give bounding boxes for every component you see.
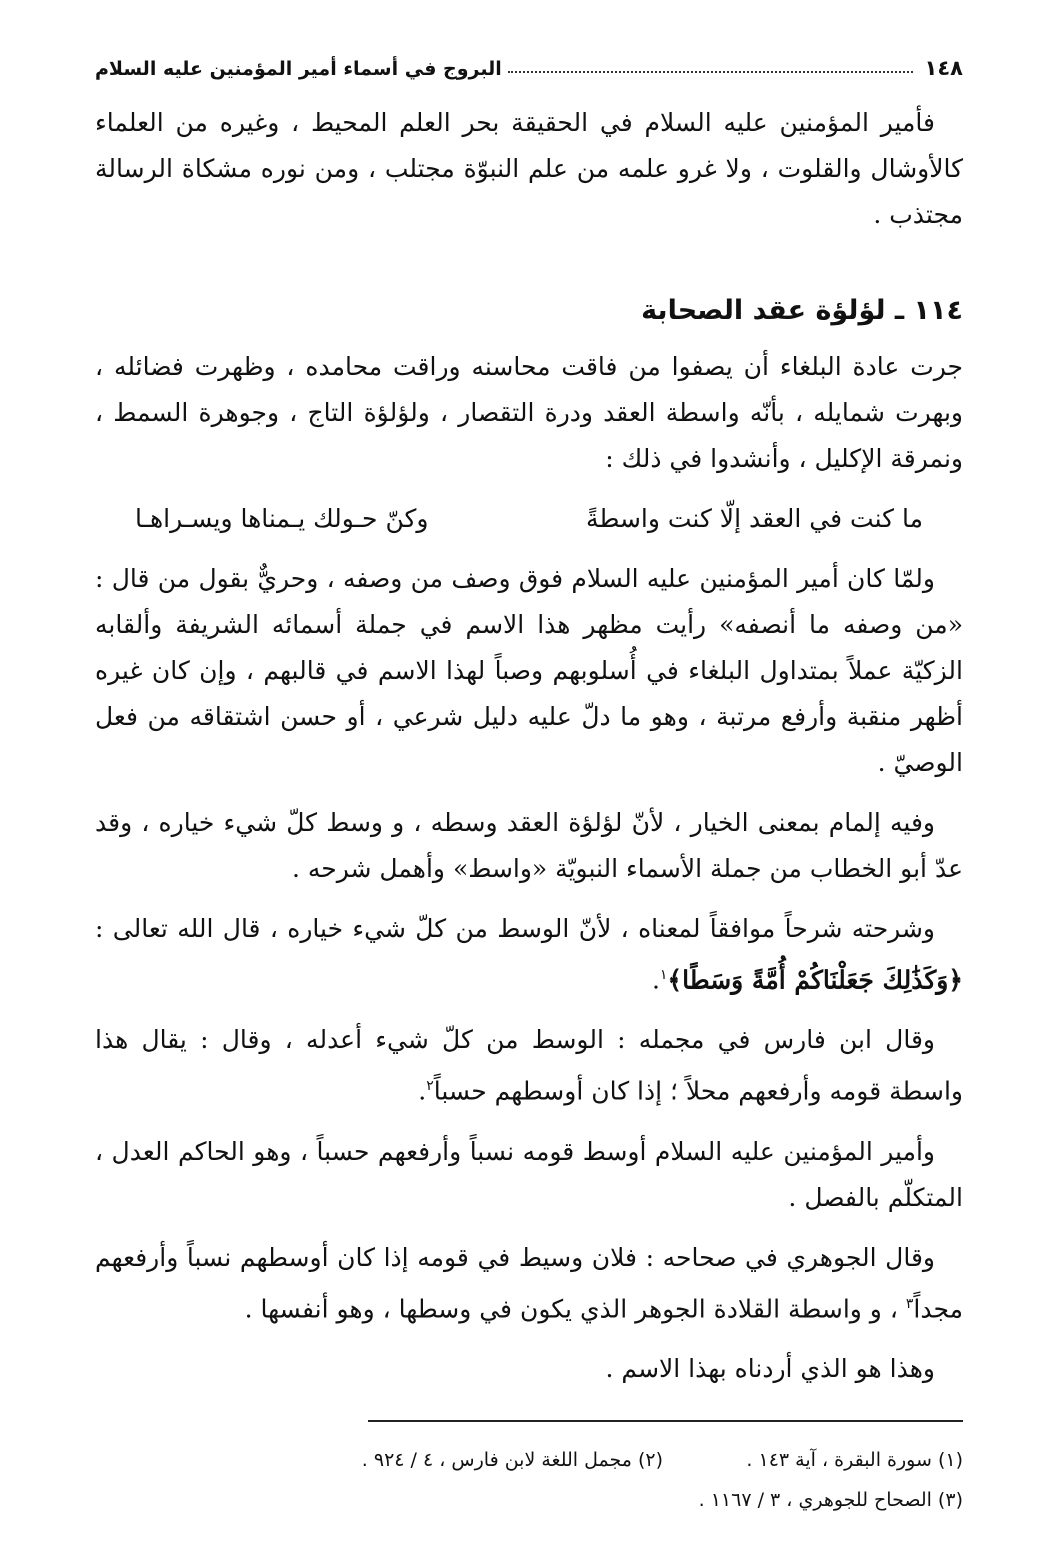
paragraph-5: وشرحته شرحاً موافقاً لمعناه ، لأنّ الوسط من كلّ شيء خياره ، قال الله تعالى : ﴿وَكَذَٰلِكَ جَعَلْنَاكُمْ أُمَّةً وَسَطًا﴾$^١$. <box>95 914 963 995</box>
paragraph-5-text: وشرحته شرحاً موافقاً لمعناه ، لأنّ الوسط من كلّ شيء خياره ، قال الله تعالى : <box>95 914 935 943</box>
footnote-divider <box>368 1420 963 1422</box>
footnote-ref-1: ١ <box>659 967 668 983</box>
paragraph-6-text: وقال ابن فارس في مجمله : الوسط من كلّ شيء أعدله ، وقال : يقال هذا واسطة قومه وأرفعهم محلاً ؛ إذا كان أوسطهم حسباً <box>95 1025 963 1106</box>
footnote-1: (١) سورة البقرة ، آية ١٤٣ . <box>746 1449 963 1471</box>
paragraph-8 <box>95 1235 963 1332</box>
footnotes <box>95 1440 963 1520</box>
main-text <box>95 100 963 1406</box>
poetry-verse <box>95 496 963 542</box>
verse-second-hemistich: وكنّ حـولك يـمناها ويسـراهـا <box>135 504 429 533</box>
footnote-ref-3: ٣ <box>905 1295 914 1312</box>
paragraph-3: ولمّا كان أمير المؤمنين عليه السلام فوق وصف من وصفه ، وحريٌّ بقول من قال : «من وصفه ما أنصفه» رأيت مظهر هذا الاسم في جملة أسمائه الشريفة وألقابه الزكيّة عملاً بمتداول البلغاء في أُسلوبهم وصباً لهذا الاسم في قالبهم ، وإن كان غيره أظهر منقبة وأرفع مرتبة ، وهو ما دلّ عليه دليل شرعي ، أو حسن اشتقاقه من فعل الوصيّ . <box>95 564 963 777</box>
verse-first-hemistich: ما كنت في العقد إلّا كنت واسطةً <box>586 504 923 533</box>
running-header <box>95 40 963 80</box>
footnote-ref-2: ٢ <box>426 1078 434 1095</box>
footnote-2: (٢) مجمل اللغة لابن فارس ، ٤ / ٩٢٤ . <box>361 1449 663 1471</box>
paragraph-7: وأمير المؤمنين عليه السلام أوسط قومه نسباً وأرفعهم حسباً ، وهو الحاكم العدل ، المتكلّم بالفصل . <box>95 1136 963 1212</box>
footnote-row-2 <box>95 1480 963 1520</box>
paragraph-8-text-b: ، و واسطة القلادة الجوهر الذي يكون في وسطها ، وهو أنفسها . <box>244 1293 898 1323</box>
header-leader-dots <box>508 70 913 73</box>
paragraph-6: وقال ابن فارس في مجمله : الوسط من كلّ شيء أعدله ، وقال : يقال هذا واسطة قومه وأرفعهم محلاً ؛ إذا كان أوسطهم حسباً$^٢$. <box>95 1025 963 1106</box>
paragraph-9: وهذا هو الذي أردناه بهذا الاسم . <box>605 1353 935 1383</box>
section-heading: ١١٤ ـ لؤلؤة عقد الصحابة <box>641 295 963 326</box>
book-title: البروج في أسماء أمير المؤمنين عليه السلام <box>95 58 502 80</box>
paragraph-4: وفيه إلمام بمعنى الخيار ، لأنّ لؤلؤة العقد وسطه ، و وسط كلّ شيء خياره ، وقد عدّ أبو الخطاب من جملة الأسماء النبويّة «واسط» وأهمل شرحه . <box>95 808 963 883</box>
quran-quote: ﴿وَكَذَٰلِكَ جَعَلْنَاكُمْ أُمَّةً وَسَطًا﴾ <box>667 965 963 995</box>
paragraph-8-text-a: وقال الجوهري في صحاحه : فلان وسيط في قومه إذا كان أوسطهم نسباً وأرفعهم مجداً <box>95 1242 963 1323</box>
page-number: ١٤٨ <box>924 56 963 80</box>
footnote-row-1 <box>95 1440 963 1480</box>
paragraph-2: جرت عادة البلغاء أن يصفوا من فاقت محاسنه وراقت محامده ، وظهرت فضائله ، وبهرت شمايله ، بأنّه واسطة العقد ودرة التقصار ، ولؤلؤة التاج ، وجوهرة السمط ، ونمرقة الإكليل ، وأنشدوا في ذلك : <box>95 352 963 473</box>
paragraph-1: فأمير المؤمنين عليه السلام في الحقيقة بحر العلم المحيط ، وغيره من العلماء كالأوشال والقلوت ، ولا غرو علمه من علم النبوّة مجتلب ، ومن نوره مشكاة الرسالة مجتذب . <box>95 108 963 229</box>
footnote-3: (٣) الصحاح للجوهري ، ٣ / ١١٦٧ . <box>698 1489 963 1511</box>
